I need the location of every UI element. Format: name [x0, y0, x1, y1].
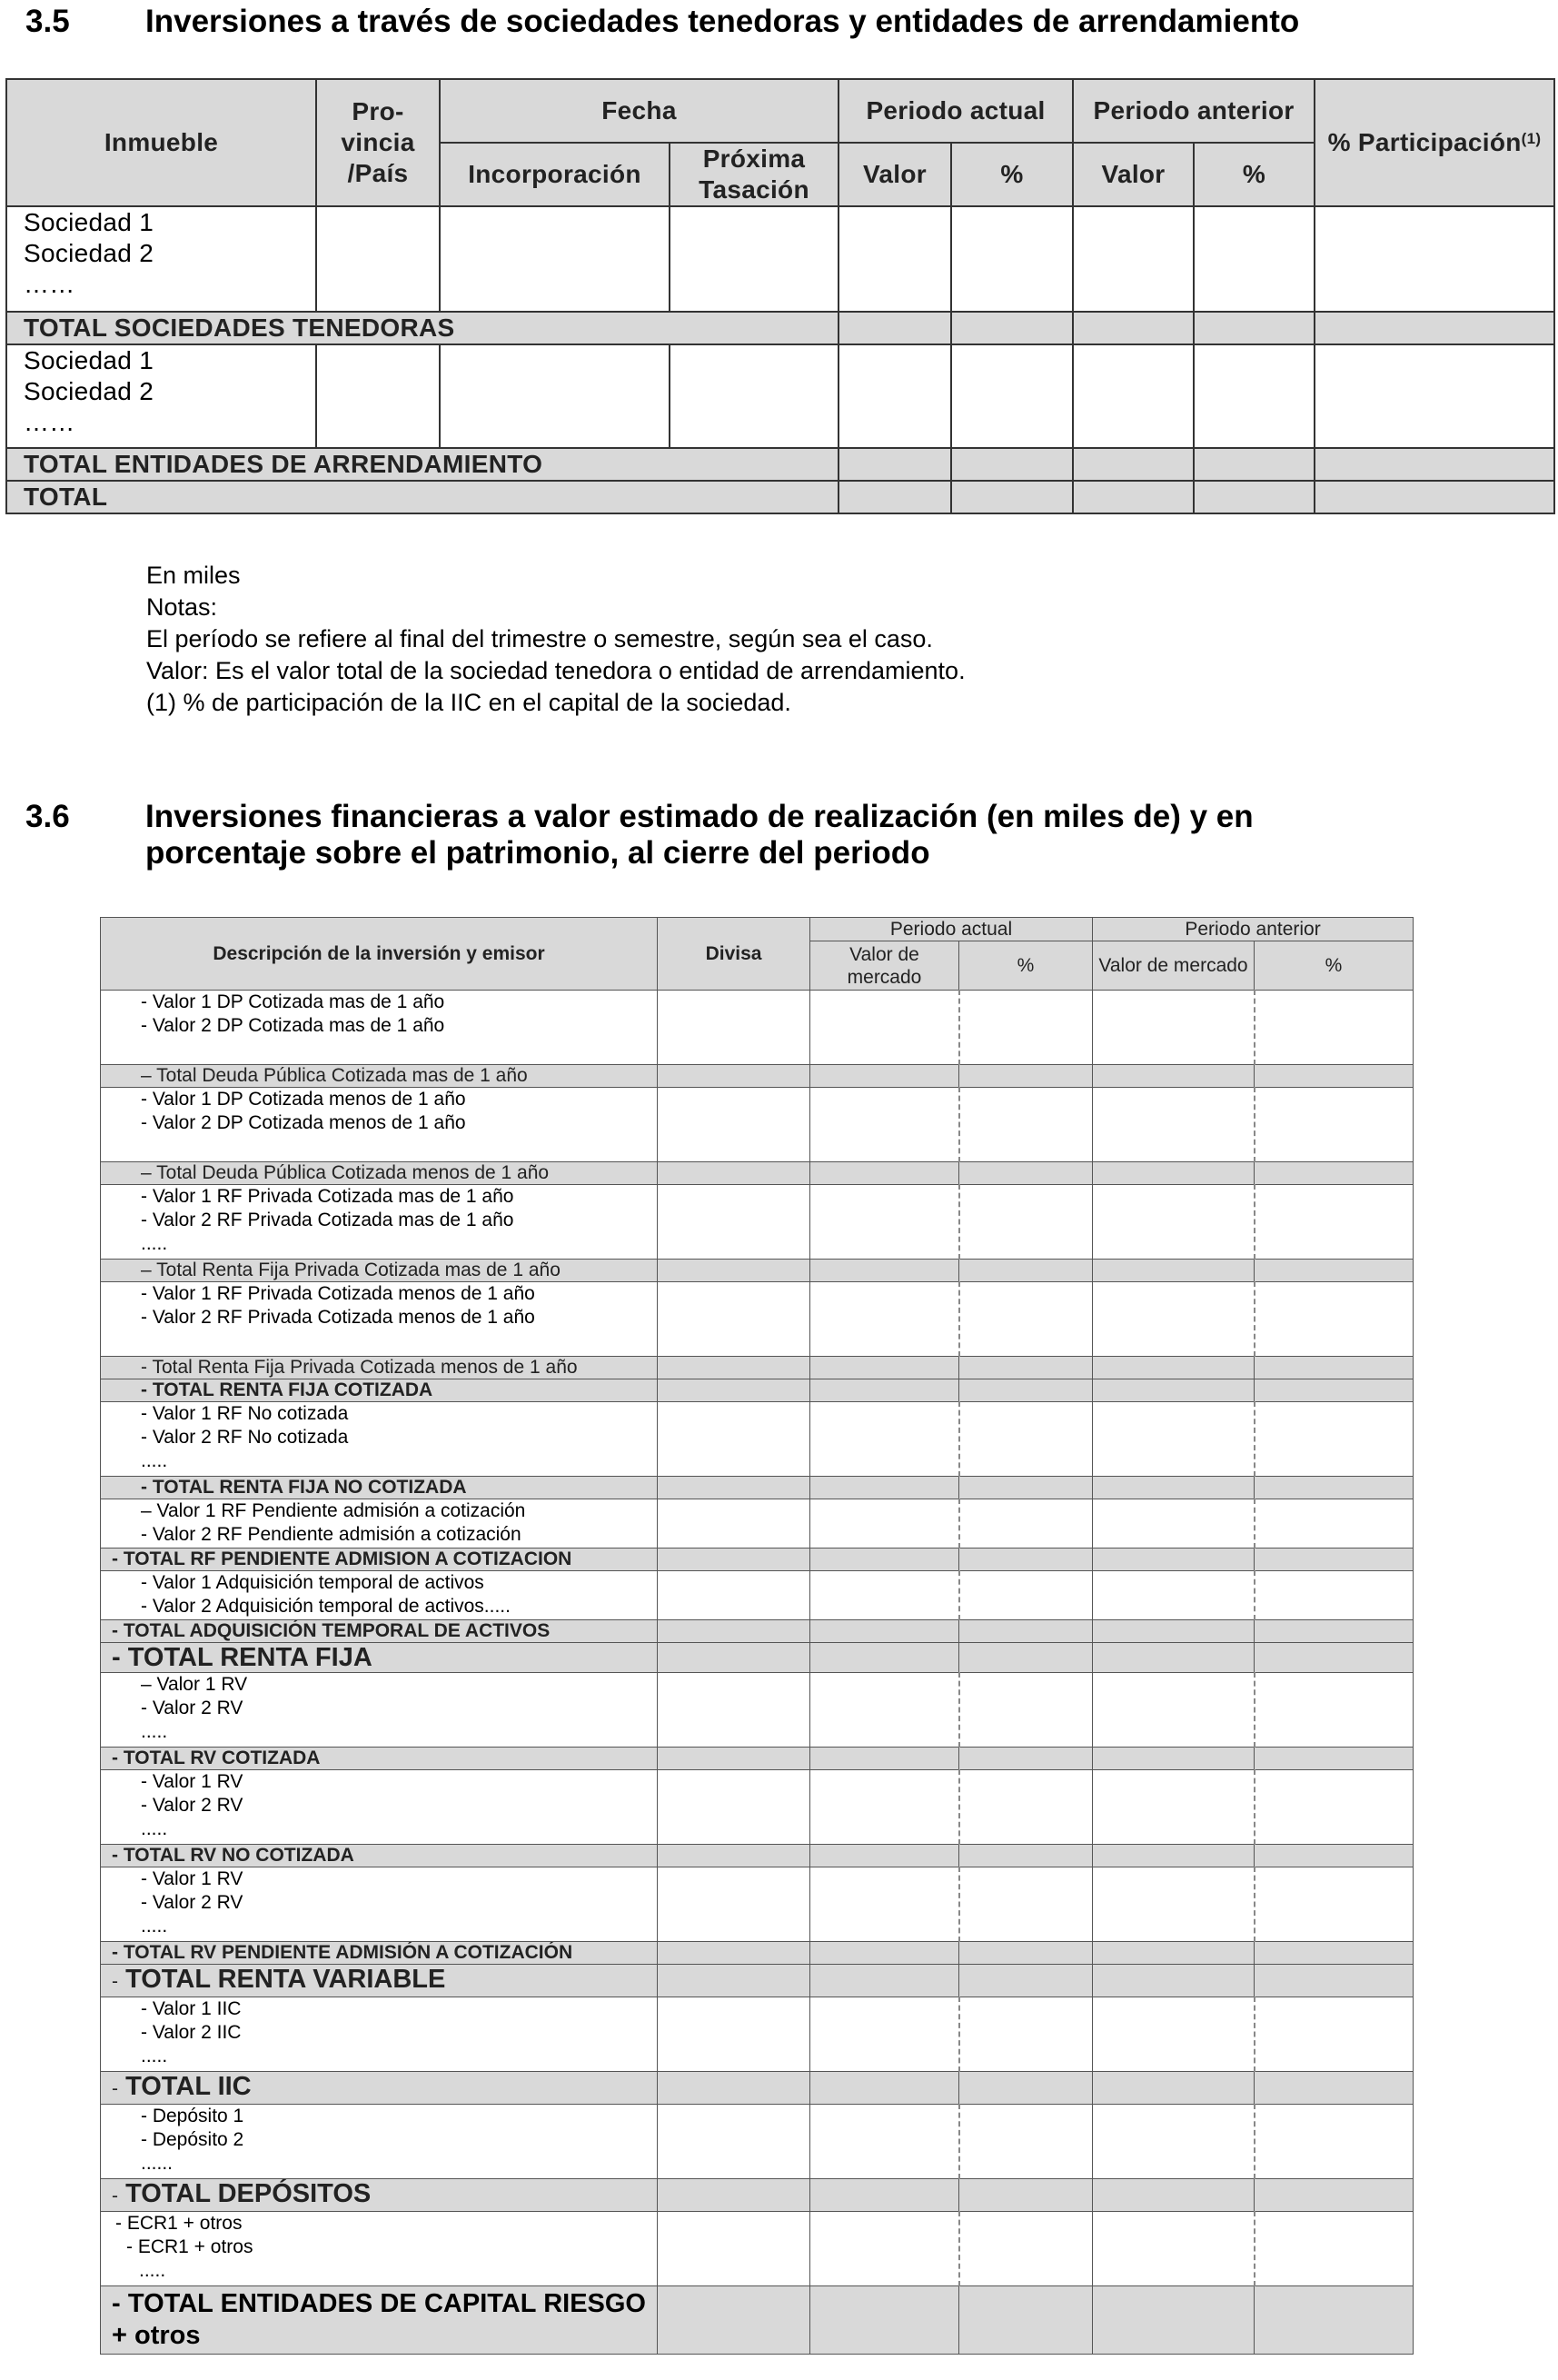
total-tenedoras-label: TOTAL SOCIEDADES TENEDORAS [6, 312, 839, 344]
table-row [101, 1997, 1414, 2072]
total-row [6, 481, 1554, 513]
list-item: ..... [141, 1233, 168, 1254]
table-cell [839, 206, 951, 312]
list-item: Sociedad 2 [24, 377, 154, 405]
sociedades-tenedoras-list [6, 206, 316, 312]
total-label: - TOTAL RV COTIZADA [101, 1748, 658, 1770]
table-cell [440, 344, 670, 448]
table-row [101, 1673, 1414, 1748]
list-item: ..... [141, 1916, 168, 1937]
table-row [101, 1185, 1414, 1260]
table-cell [316, 206, 440, 312]
table-row [101, 1088, 1414, 1162]
list-item: - Valor 2 Adquisición temporal de activos..... [141, 1596, 511, 1617]
list-item: - Valor 2 DP Cotizada menos de 1 año [141, 1112, 466, 1133]
list-item: - Valor 2 RV [141, 1698, 243, 1718]
list-item: – Valor 1 RV [141, 1674, 248, 1695]
investment-group [101, 1673, 658, 1748]
subtotal-label: – Total Deuda Pública Cotizada mas de 1 año [101, 1065, 658, 1088]
total-row [101, 1942, 1414, 1965]
col-header-pct-actual: % [959, 941, 1093, 991]
total-label: - TOTAL RENTA FIJA [101, 1643, 658, 1673]
list-item: – Valor 1 RF Pendiente admisión a cotización [141, 1500, 526, 1521]
note-units: En miles [146, 562, 241, 589]
total-label: - TOTAL RF PENDIENTE ADMISION A COTIZACION [101, 1548, 658, 1571]
subtotal-row [101, 1357, 1414, 1379]
total-row [6, 448, 1554, 481]
table-row [101, 1571, 1414, 1620]
col-header-valor-anterior: Valor [1073, 143, 1194, 206]
table-row [101, 1867, 1414, 1942]
investment-group [101, 1088, 658, 1162]
subtotal-row [101, 1065, 1414, 1088]
list-item: - Valor 1 RV [141, 1868, 243, 1889]
col-header-incorporacion: Incorporación [440, 143, 670, 206]
table-row [101, 991, 1414, 1065]
list-item: - Valor 2 DP Cotizada mas de 1 año [141, 1015, 445, 1036]
grand-total-label: TOTAL [6, 481, 839, 513]
total-text: TOTAL DEPÓSITOS [125, 2179, 372, 2208]
list-item: - Depósito 2 [141, 2129, 244, 2150]
dash: - [112, 2186, 118, 2206]
table-row [101, 1402, 1414, 1477]
list-item: …… [24, 408, 75, 436]
total-row [101, 1643, 1414, 1673]
list-item: Sociedad 1 [24, 346, 154, 374]
list-item: ..... [139, 2260, 166, 2281]
table-cell [670, 206, 839, 312]
notes [146, 560, 966, 719]
list-item: - Valor 1 RF Privada Cotizada menos de 1 año [141, 1283, 535, 1304]
dash: - [112, 1971, 118, 1992]
total-row [101, 1548, 1414, 1571]
table-cell [316, 344, 440, 448]
col-header-pct-actual: % [951, 143, 1073, 206]
total-label: - TOTAL ADQUISICIÓN TEMPORAL DE ACTIVOS [101, 1620, 658, 1643]
col-header-periodo-anterior: Periodo anterior [1073, 79, 1315, 143]
list-item: ..... [141, 1721, 168, 1742]
col-header-pct-anterior: % [1194, 143, 1315, 206]
investment-group [101, 2105, 658, 2179]
investment-group [101, 2212, 658, 2286]
list-item: - Valor 2 RF No cotizada [141, 1427, 349, 1448]
total-label: - TOTAL RV NO COTIZADA [101, 1845, 658, 1867]
investment-group [101, 1499, 658, 1548]
total-label: - TOTAL ENTIDADES DE CAPITAL RIESGO + otros [101, 2286, 658, 2355]
list-item: - Valor 1 Adquisición temporal de activos [141, 1572, 484, 1593]
list-item: ..... [141, 1450, 168, 1471]
col-header-inmueble: Inmueble [6, 79, 316, 206]
note-periodo: El período se refiere al final del trimestre o semestre, según sea el caso. [146, 625, 933, 652]
list-item: - Valor 1 RF No cotizada [141, 1403, 349, 1424]
entidades-arrendamiento-list [6, 344, 316, 448]
total-text: TOTAL RENTA VARIABLE [125, 1965, 446, 1994]
total-row [101, 1620, 1414, 1643]
note-valor: Valor: Es el valor total de la sociedad tenedora o entidad de arrendamiento. [146, 657, 966, 684]
table-row [6, 344, 1554, 448]
list-item: - ECR1 + otros [126, 2236, 253, 2257]
investment-group [101, 1282, 658, 1357]
list-item: - Valor 1 RF Privada Cotizada mas de 1 año [141, 1186, 514, 1207]
investment-group [101, 1402, 658, 1477]
list-item: - Valor 2 RF Privada Cotizada menos de 1 año [141, 1307, 535, 1328]
table-cell [1194, 344, 1315, 448]
list-item: - Valor 1 DP Cotizada menos de 1 año [141, 1089, 466, 1110]
table-cell [1315, 344, 1554, 448]
total-row [101, 1379, 1414, 1402]
investment-group [101, 1770, 658, 1845]
section-number: 3.5 [25, 4, 70, 39]
list-item: - Valor 2 IIC [141, 2022, 242, 2043]
investment-group [101, 1867, 658, 1942]
section-title-line: Inversiones financieras a valor estimado de realización (en miles de) y en [145, 799, 1254, 834]
table-cell [1194, 206, 1315, 312]
section-title: Inversiones a través de sociedades tenedoras y entidades de arrendamiento [145, 4, 1300, 39]
col-header-divisa: Divisa [658, 918, 810, 991]
list-item: - Depósito 1 [141, 2106, 244, 2126]
investment-group [101, 1185, 658, 1260]
col-header-provincia: Pro-vincia /País [316, 79, 440, 206]
list-item: Sociedad 2 [24, 239, 154, 267]
table-row [6, 206, 1554, 312]
note-title: Notas: [146, 593, 218, 621]
investment-group [101, 1997, 658, 2072]
total-arrendamiento-label: TOTAL ENTIDADES DE ARRENDAMIENTO [6, 448, 839, 481]
table-cell [951, 344, 1073, 448]
table-cell [1315, 206, 1554, 312]
subtotal-label: – Total Deuda Pública Cotizada menos de 1 año [101, 1162, 658, 1185]
subtotal-row [101, 1162, 1414, 1185]
section-title [145, 799, 1417, 871]
subtotal-label: - Total Renta Fija Privada Cotizada menos de 1 año [101, 1357, 658, 1379]
table-row [101, 1770, 1414, 1845]
list-item: …… [24, 270, 75, 298]
col-header-valor-actual: Valor [839, 143, 951, 206]
total-row [101, 1748, 1414, 1770]
col-header-periodo-actual: Periodo actual [839, 79, 1073, 143]
total-row [101, 1477, 1414, 1499]
total-text: TOTAL IIC [125, 2072, 252, 2101]
col-header-valor-mercado-actual: Valor de mercado [810, 941, 959, 991]
total-row [6, 312, 1554, 344]
table-row [101, 2105, 1414, 2179]
list-item: - Valor 1 DP Cotizada mas de 1 año [141, 991, 445, 1012]
table-cell [951, 206, 1073, 312]
list-item: - Valor 1 RV [141, 1771, 243, 1792]
table-row [101, 2212, 1414, 2286]
table-row [101, 1282, 1414, 1357]
section-title-line: porcentaje sobre el patrimonio, al cierre del periodo [145, 835, 930, 871]
col-header-proxima-tasacion: Próxima Tasación [670, 143, 839, 206]
participacion-footnote: (1) [1521, 130, 1542, 147]
col-header-pct-anterior: % [1255, 941, 1414, 991]
holding-companies-table [5, 78, 1555, 514]
note-participacion: (1) % de participación de la IIC en el capital de la sociedad. [146, 689, 791, 716]
investment-group [101, 991, 658, 1065]
total-label [101, 2072, 658, 2105]
table-row [101, 1499, 1414, 1548]
col-header-periodo-actual: Periodo actual [810, 918, 1093, 941]
financial-investments-table [100, 917, 1414, 2355]
total-row [101, 2286, 1414, 2355]
subtotal-row [101, 1260, 1414, 1282]
participacion-label: % Participación [1327, 128, 1522, 156]
total-label [101, 2179, 658, 2212]
total-row [101, 1845, 1414, 1867]
list-item: - Valor 2 RV [141, 1892, 243, 1913]
total-row [101, 2179, 1414, 2212]
total-label: - TOTAL RENTA FIJA NO COTIZADA [101, 1477, 658, 1499]
list-item: - Valor 2 RV [141, 1795, 243, 1816]
total-label: - TOTAL RENTA FIJA COTIZADA [101, 1379, 658, 1402]
total-label [101, 1965, 658, 1997]
subtotal-label: – Total Renta Fija Privada Cotizada mas de 1 año [101, 1260, 658, 1282]
list-item: ..... [141, 2046, 168, 2066]
table-cell [1073, 206, 1194, 312]
total-label: - TOTAL RV PENDIENTE ADMISIÓN A COTIZACIÓN [101, 1942, 658, 1965]
table-cell [839, 344, 951, 448]
list-item: - Valor 2 RF Pendiente admisión a cotización [141, 1524, 521, 1545]
investment-group [101, 1571, 658, 1620]
table-cell [1073, 344, 1194, 448]
col-header-participacion [1315, 79, 1554, 206]
list-item: - ECR1 + otros [115, 2213, 243, 2234]
total-row [101, 1965, 1414, 1997]
list-item: - Valor 2 RF Privada Cotizada mas de 1 año [141, 1210, 514, 1230]
list-item: ..... [141, 1818, 168, 1839]
table-cell [440, 206, 670, 312]
col-header-valor-mercado-anterior: Valor de mercado [1093, 941, 1255, 991]
list-item: - Valor 1 IIC [141, 1998, 242, 2019]
list-item: ...... [141, 2153, 174, 2174]
col-header-periodo-anterior: Periodo anterior [1093, 918, 1414, 941]
list-item: Sociedad 1 [24, 208, 154, 236]
section-number: 3.6 [25, 799, 70, 834]
col-header-fecha: Fecha [440, 79, 839, 143]
col-header-descripcion: Descripción de la inversión y emisor [101, 918, 658, 991]
total-row [101, 2072, 1414, 2105]
table-cell [670, 344, 839, 448]
dash: - [112, 2078, 118, 2099]
